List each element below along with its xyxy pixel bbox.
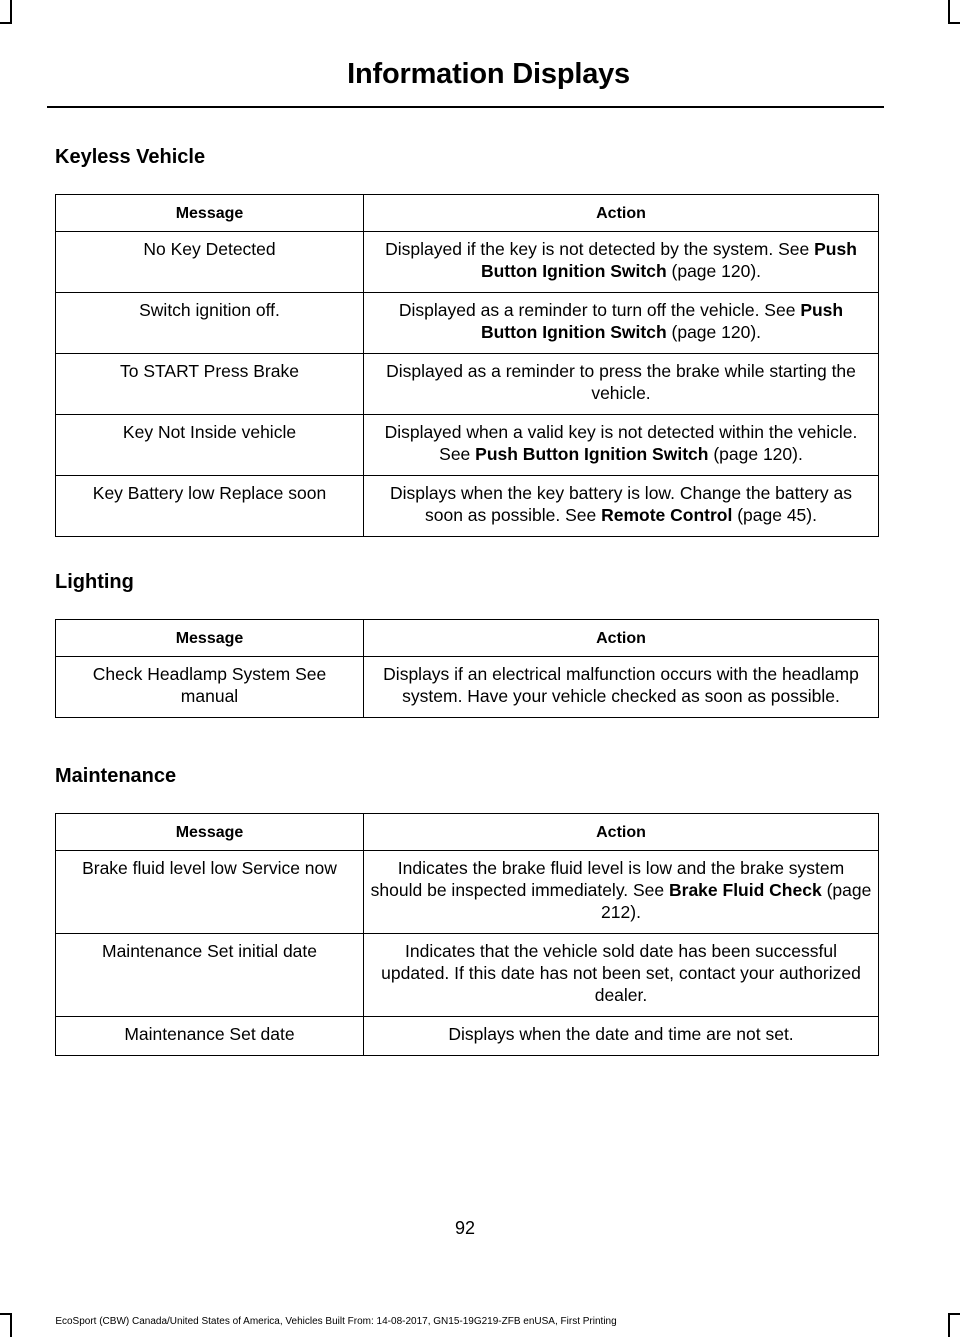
action-text: Displays if an electrical malfunction occurs with the headlamp system. Have your vehicle checked as soon as possible. bbox=[383, 664, 859, 706]
action-text: Displayed if the key is not detected by the system. See bbox=[385, 239, 815, 259]
action-cell bbox=[364, 476, 879, 537]
table-row bbox=[56, 232, 879, 293]
message-cell: Key Not Inside vehicle bbox=[56, 415, 364, 476]
action-cell bbox=[364, 1017, 879, 1056]
table-row bbox=[56, 415, 879, 476]
action-text: Displays when the date and time are not set. bbox=[448, 1024, 794, 1044]
section-heading: Maintenance bbox=[55, 765, 177, 787]
crop-mark bbox=[0, 22, 12, 24]
section-maintenance bbox=[55, 765, 878, 1056]
action-text: Indicates that the vehicle sold date has been successful updated. If this date has not been set, contact your authorized dealer. bbox=[381, 941, 861, 1005]
table-row bbox=[56, 934, 879, 1017]
page-reference-link[interactable]: Push Button Ignition Switch bbox=[480, 300, 844, 342]
column-header-action: Action bbox=[364, 195, 879, 232]
column-header-action: Action bbox=[364, 814, 879, 851]
table-row bbox=[56, 476, 879, 537]
message-cell: To START Press Brake bbox=[56, 354, 364, 415]
message-table bbox=[55, 194, 879, 537]
action-text: Displayed as a reminder to turn off the vehicle. See bbox=[398, 300, 801, 320]
message-cell: Maintenance Set initial date bbox=[56, 934, 364, 1017]
page-ref-number: (page 120). bbox=[666, 322, 762, 342]
action-cell bbox=[364, 934, 879, 1017]
message-cell: Brake fluid level low Service now bbox=[56, 851, 364, 934]
column-header-message: Message bbox=[56, 620, 364, 657]
column-header-message: Message bbox=[56, 814, 364, 851]
column-header-message: Message bbox=[56, 195, 364, 232]
page-reference-link[interactable]: Brake Fluid Check bbox=[669, 880, 822, 900]
page-ref-number: (page 120). bbox=[708, 444, 803, 464]
message-cell: Switch ignition off. bbox=[56, 293, 364, 354]
page-title: Information Displays bbox=[347, 58, 630, 90]
section-lighting bbox=[55, 571, 878, 718]
page-reference-link[interactable]: Push Button Ignition Switch bbox=[480, 239, 857, 281]
message-table bbox=[55, 619, 879, 718]
action-text: Indicates the brake fluid level is low and the brake system should be inspected immediately. See bbox=[370, 858, 845, 900]
crop-mark bbox=[948, 0, 950, 22]
message-cell: No Key Detected bbox=[56, 232, 364, 293]
header-rule bbox=[47, 106, 884, 108]
table-header-row bbox=[56, 620, 879, 657]
crop-mark bbox=[948, 1313, 950, 1337]
page-ref-number: (page 120). bbox=[666, 261, 762, 281]
message-table bbox=[55, 813, 879, 1056]
table-header-row bbox=[56, 195, 879, 232]
crop-mark bbox=[948, 22, 960, 24]
section-keyless-vehicle bbox=[55, 146, 878, 537]
page-ref-number: (page 45). bbox=[732, 505, 817, 525]
section-heading: Lighting bbox=[55, 571, 134, 593]
action-text: Displayed when a valid key is not detected within the vehicle. See bbox=[384, 422, 858, 464]
action-text: Displayed as a reminder to press the brake while starting the vehicle. bbox=[386, 361, 856, 403]
column-header-action: Action bbox=[364, 620, 879, 657]
crop-mark bbox=[10, 0, 12, 22]
table-row bbox=[56, 1017, 879, 1056]
table-row bbox=[56, 293, 879, 354]
table-row bbox=[56, 657, 879, 718]
action-cell bbox=[364, 232, 879, 293]
page-reference-link[interactable]: Push Button Ignition Switch bbox=[475, 444, 709, 464]
footer-text: EcoSport (CBW) Canada/United States of America, Vehicles Built From: 14-08-2017, GN15-19G219-ZFB enUSA, First Printing bbox=[55, 1316, 617, 1327]
action-cell bbox=[364, 851, 879, 934]
crop-mark bbox=[0, 1313, 12, 1315]
section-heading: Keyless Vehicle bbox=[55, 146, 206, 168]
page-number: 92 bbox=[454, 1218, 476, 1238]
action-cell bbox=[364, 293, 879, 354]
action-cell bbox=[364, 415, 879, 476]
page-reference-link[interactable]: Remote Control bbox=[601, 505, 733, 525]
action-text: Displays when the key battery is low. Change the battery as soon as possible. See bbox=[389, 483, 853, 525]
table-row bbox=[56, 851, 879, 934]
message-cell: Key Battery low Replace soon bbox=[56, 476, 364, 537]
message-cell: Check Headlamp System See manual bbox=[56, 657, 364, 718]
message-cell: Maintenance Set date bbox=[56, 1017, 364, 1056]
action-cell bbox=[364, 354, 879, 415]
table-row bbox=[56, 354, 879, 415]
crop-mark bbox=[948, 1313, 960, 1315]
table-header-row bbox=[56, 814, 879, 851]
action-cell bbox=[364, 657, 879, 718]
page-ref-number: (page 212). bbox=[601, 880, 872, 922]
